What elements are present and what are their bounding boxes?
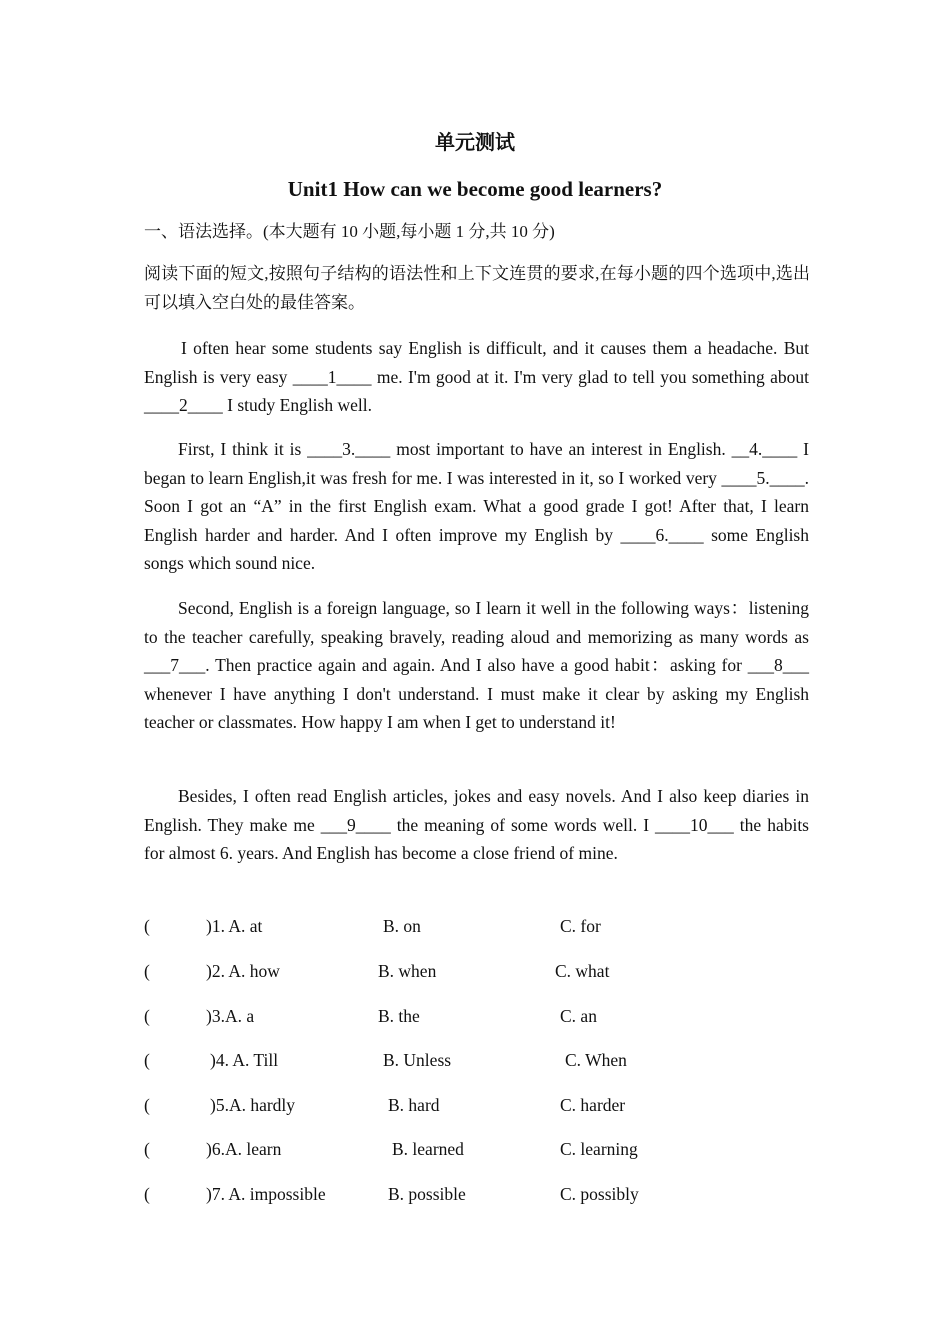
answer-blank: (	[144, 1095, 150, 1115]
passage-paragraph-3: Second, English is a foreign language, so I learn it well in the following ways：listening to the teacher carefully, speaking bravely, reading aloud and memorizing as many words as ___7___. Then practice again and again. And I also have a good habit：asking for ___8___ whenever I have anything I don't understand. I must make it clear by asking my English teacher or classmates. How happy I am when I get to understand it!	[144, 598, 809, 733]
page-title-chinese: 单元测试	[435, 130, 515, 154]
option-a: )3.A. a	[206, 1006, 255, 1026]
option-a: )5.A. hardly	[210, 1095, 296, 1115]
question-row-4	[144, 1050, 824, 1080]
option-c: C. learning	[560, 1139, 638, 1159]
option-c: C. harder	[560, 1095, 626, 1115]
option-b: B. when	[378, 961, 437, 981]
section-heading: 一、语法选择。(本大题有 10 小题,每小题 1 分,共 10 分)	[144, 222, 555, 241]
option-a: )2. A. how	[206, 961, 280, 981]
option-c: C. possibly	[560, 1184, 639, 1204]
answer-blank: (	[144, 1006, 150, 1026]
question-row-1	[144, 916, 824, 946]
question-row-2	[144, 961, 824, 991]
option-a: )1. A. at	[206, 916, 263, 936]
answer-blank: (	[144, 1139, 150, 1159]
option-c: C. for	[560, 916, 601, 936]
option-b: B. hard	[388, 1095, 440, 1115]
question-row-7	[144, 1184, 824, 1214]
passage-paragraph-4: Besides, I often read English articles, jokes and easy novels. And I also keep diaries in English. They make me ___9____ the meaning of some words well. I ____10___ the habits for almost 6. years. And English has become a close friend of mine.	[144, 786, 809, 864]
answer-blank: (	[144, 1184, 150, 1204]
page-title-english: Unit1 How can we become good learners?	[287, 177, 663, 201]
option-b: B. possible	[388, 1184, 466, 1204]
option-c: C. an	[560, 1006, 597, 1026]
option-c: C. When	[565, 1050, 627, 1070]
passage-paragraph-2: First, I think it is ____3.____ most important to have an interest in English. __4.____ I began to learn English,it was fresh for me. I was interested in it, so I worked very ____5.____. Soon I got an “A” in the first English exam. What a good grade I got! After that, I learn English harder and harder. And I often improve my English by ____6.____ some English songs which sound nice.	[144, 439, 809, 574]
instructions: 阅读下面的短文,按照句子结构的语法性和上下文连贯的要求,在每小题的四个选项中,选出可以填入空白处的最佳答案。	[144, 264, 810, 312]
answer-blank: (	[144, 961, 150, 981]
option-b: B. Unless	[383, 1050, 452, 1070]
question-row-5	[144, 1095, 824, 1125]
answer-blank: (	[144, 1050, 150, 1070]
option-a: )7. A. impossible	[206, 1184, 326, 1204]
passage-paragraph-1: I often hear some students say English is difficult, and it causes them a headache. But English is very easy ____1____ me. I'm good at it. I'm very glad to tell you something about ____2____ I study English well.	[144, 338, 809, 416]
option-b: B. on	[383, 916, 421, 936]
question-row-6	[144, 1139, 824, 1169]
option-a: )4. A. Till	[210, 1050, 279, 1070]
answer-blank: (	[144, 916, 150, 936]
option-b: B. learned	[392, 1139, 464, 1159]
question-row-3	[144, 1006, 824, 1036]
option-c: C. what	[555, 961, 610, 981]
option-a: )6.A. learn	[206, 1139, 282, 1159]
option-b: B. the	[378, 1006, 420, 1026]
